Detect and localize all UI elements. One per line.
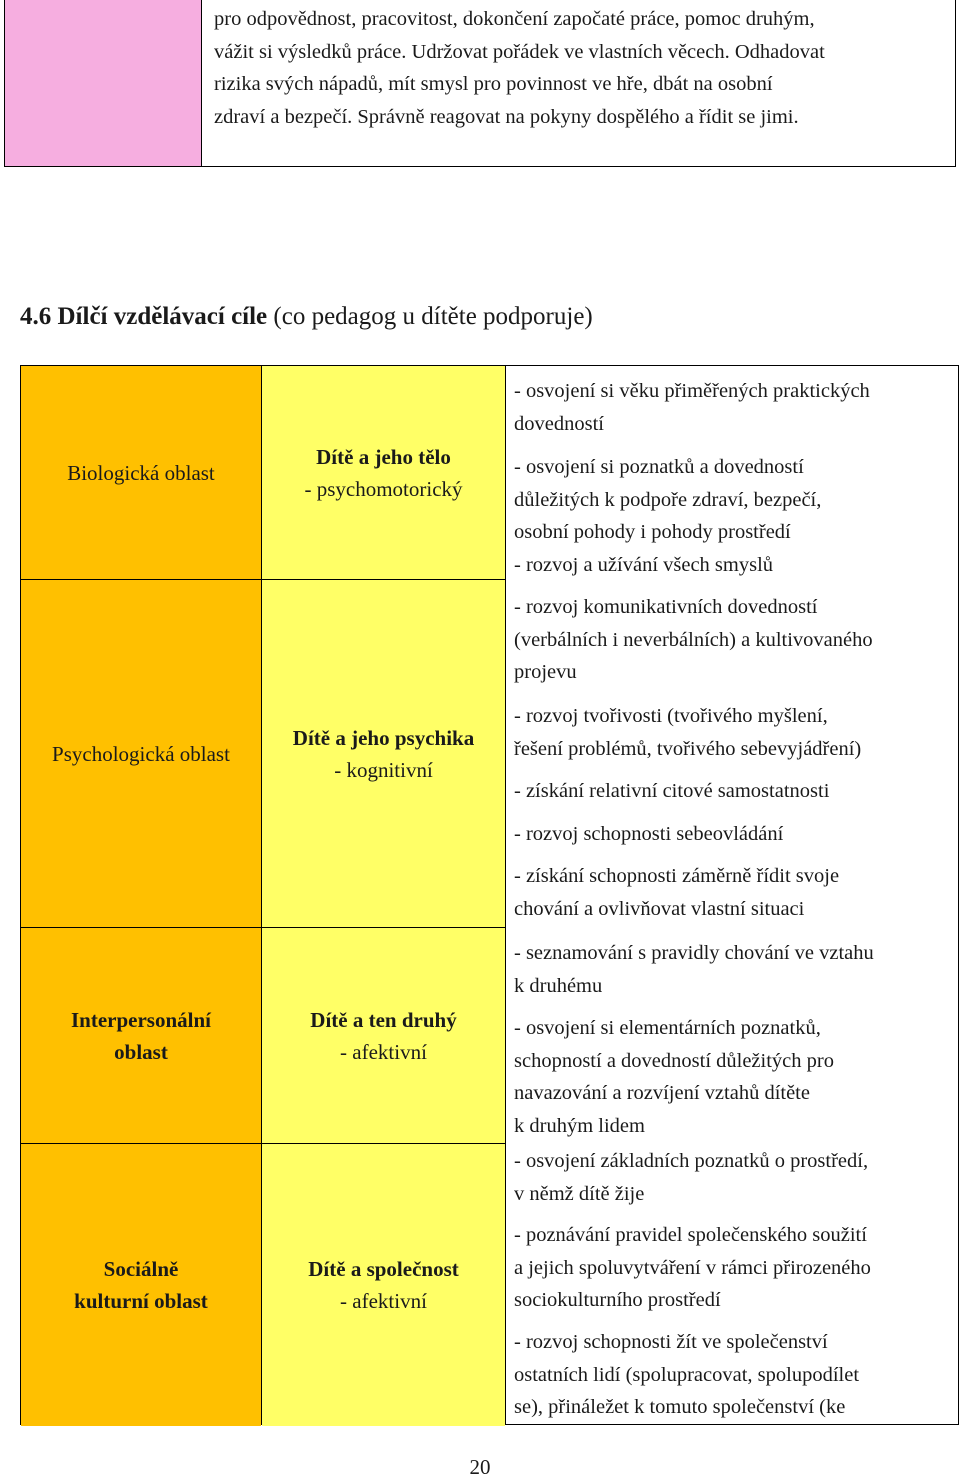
text-line: pro odpovědnost, pracovitost, dokončení započaté práce, pomoc druhým,	[214, 8, 815, 30]
child-kind: - afektivní	[340, 1289, 427, 1313]
goal-item: - rozvoj tvořivosti (tvořivého myšlení, řešení problémů, tvořivého sebevyjádření)	[514, 705, 862, 760]
area-cell: Biologická oblast	[21, 366, 261, 580]
goal-item: - rozvoj komunikativních dovedností (verbálních i neverbálních) a kultivovaného projevu	[514, 596, 873, 683]
goal-item: - osvojení základních poznatků o prostředí, v němž dítě žije	[514, 1150, 869, 1205]
child-kind: - psychomotorický	[304, 476, 463, 501]
section-number: 4.6	[20, 303, 52, 330]
goals-table	[20, 365, 959, 1425]
child-title: Dítě a jeho tělo	[316, 444, 451, 469]
previous-table-fragment	[4, 0, 956, 167]
area-cell: Sociálně kulturní oblast	[21, 1144, 261, 1426]
goal-item: - rozvoj schopnosti sebeovládání	[514, 823, 784, 845]
previous-table-text	[202, 0, 955, 166]
page-number: 20	[469, 1455, 491, 1479]
child-cell	[262, 366, 505, 580]
child-title: Dítě a ten druhý	[310, 1007, 457, 1032]
section-heading	[20, 303, 593, 331]
child-title: Dítě a jeho psychika	[292, 725, 475, 750]
goals-column	[506, 366, 958, 1424]
child-cell	[262, 928, 505, 1144]
goal-item: - osvojení si věku přiměřených praktických dovedností	[514, 380, 870, 435]
section-subtitle: (co pedagog u dítěte podporuje)	[273, 303, 593, 330]
goal-item: - poznávání pravidel společenského soužití a jejich spoluvytváření v rámci přirozeného sociokulturního prostředí	[514, 1224, 871, 1311]
goal-item: - osvojení si elementárních poznatků, schopností a dovedností důležitých pro navazování a rozvíjení vztahů dítěte k druhým lidem	[514, 1017, 834, 1137]
text-line: zdraví a bezpečí. Správně reagovat na pokyny dospělého a řídit se jimi.	[214, 105, 799, 128]
goal-item: - získání relativní citové samostatnosti	[514, 780, 830, 802]
text-line: rizika svých nápadů, mít smysl pro povinnost ve hře, dbát na osobní	[214, 73, 773, 95]
child-cell	[262, 580, 505, 928]
area-column	[21, 366, 262, 1424]
child-cell	[262, 1144, 505, 1426]
goal-item: - osvojení si poznatků a dovedností důležitých k podpoře zdraví, bezpečí, osobní pohody i pohody prostředí - rozvoj a užívání všech smyslů	[514, 456, 822, 576]
child-kind: - kognitivní	[334, 757, 433, 782]
area-cell: Interpersonální oblast	[21, 928, 261, 1144]
area-cell: Psychologická oblast	[21, 580, 261, 928]
child-title: Dítě a společnost	[308, 1257, 459, 1281]
text-line: vážit si výsledků práce. Udržovat pořádek ve vlastních věcech. Odhadovat	[214, 40, 825, 63]
child-column	[262, 366, 506, 1424]
pink-label-cell	[5, 0, 202, 166]
child-kind: - afektivní	[340, 1039, 427, 1064]
goal-item: - seznamování s pravidly chování ve vztahu k druhému	[514, 942, 874, 997]
section-title: Dílčí vzdělávací cíle	[57, 303, 268, 330]
goal-item: - rozvoj schopnosti žít ve společenství ostatních lidí (spolupracovat, spolupodílet se), přináležet k tomuto společenství (ke	[514, 1331, 860, 1418]
goal-item: - získání schopnosti záměrně řídit svoje chování a ovlivňovat vlastní situaci	[514, 865, 840, 920]
